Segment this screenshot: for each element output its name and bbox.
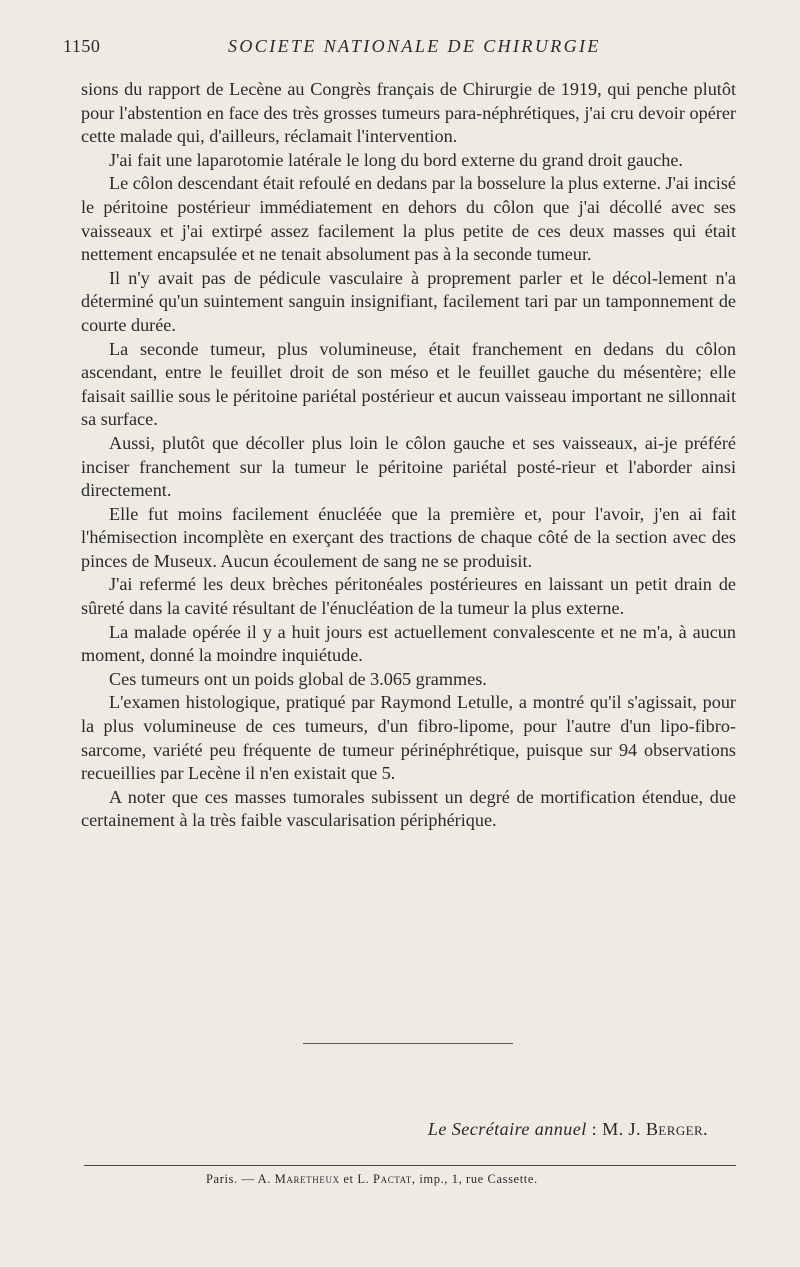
body-text (81, 78, 736, 833)
imprint-printer-1: Maretheux (274, 1172, 340, 1186)
section-separator (303, 1043, 513, 1044)
paragraph: J'ai refermé les deux brèches péritonéales postérieures en laissant un petit drain de sûreté dans la cavité résultant de l'énucléation de la tumeur la plus externe. (81, 574, 736, 619)
imprint-printer-2: Pactat (373, 1172, 412, 1186)
paragraph: sions du rapport de Lecène au Congrès français de Chirurgie de 1919, qui penche plutôt pour l'abstention en face des très grosses tumeurs para-néphrétiques, j'ai cru devoir opérer cette malade qui, d'ailleurs, réclamait l'intervention. (81, 79, 736, 147)
footer-rule (84, 1165, 736, 1166)
paragraph: J'ai fait une laparotomie latérale le long du bord externe du grand droit gauche. (109, 149, 683, 170)
signature-name: M. J. Berger. (602, 1119, 708, 1139)
paragraph: La malade opérée il y a huit jours est actuellement convalescente et ne m'a, à aucun moment, donné la moindre inquiétude. (81, 621, 736, 666)
paragraph: Elle fut moins facilement énucléée que la première et, pour l'avoir, j'en ai fait l'hémisection incomplète en exerçant des tractions de chaque côté de la section avec des pinces de Museux. Aucun écoulement de sang ne se produisit. (81, 503, 736, 571)
paragraph: L'examen histologique, pratiqué par Raymond Letulle, a montré qu'il s'agissait, pour la plus volumineuse de ces tumeurs, d'un fibro-lipome, pour l'autre d'un lipo-fibro-sarcome, variété peu fréquente de tumeur périnéphrétique, puisque sur 94 observations recueillies par Lecène il n'en existait que 5. (81, 692, 736, 784)
paragraph: Ces tumeurs ont un poids global de 3.065 grammes. (109, 668, 487, 689)
paragraph: Aussi, plutôt que décoller plus loin le côlon gauche et ses vaisseaux, ai-je préféré inciser franchement sur la tumeur le péritoine pariétal posté-rieur et l'aborder ainsi directement. (81, 432, 736, 501)
signature-separator: : (586, 1119, 603, 1139)
imprint-conj: et L. (339, 1172, 374, 1186)
imprint-address: , imp., 1, rue Cassette. (411, 1172, 538, 1186)
signature-role: Le Secrétaire annuel (427, 1119, 587, 1139)
paragraph: Le côlon descendant était refoulé en dedans par la bosselure la plus externe. J'ai incisé le péritoine postérieur immédiatement en dehors du côlon que j'ai décollé avec ses vaisseaux et j'ai extirpé assez facilement la plus petite de ces deux masses qui était nettement encapsulée et ne tenait absolument pas à la seconde tumeur. (81, 173, 736, 265)
page-number: 1150 (63, 36, 101, 56)
running-head: SOCIETE NATIONALE DE CHIRURGIE (228, 36, 601, 56)
paragraph: Il n'y avait pas de pédicule vasculaire à proprement parler et le décol-lement n'a déterminé qu'un suintement sanguin insignifiant, facilement tari par un tamponnement de courte durée. (81, 267, 736, 335)
signature (428, 1119, 708, 1140)
paragraph: La seconde tumeur, plus volumineuse, était franchement en dedans du côlon ascendant, entre le feuillet droit de son méso et le feuillet gauche du mésentère; elle faisait saillie sous le péritoine pariétal postérieur et aucun vaisseau important ne sillonnait sa surface. (81, 338, 736, 430)
page-header (63, 36, 735, 58)
paragraph: A noter que ces masses tumorales subissent un degré de mortification étendue, due certainement à la très faible vascularisation périphérique. (81, 786, 736, 831)
printer-imprint (206, 1172, 538, 1187)
imprint-city: Paris. — A. (206, 1172, 275, 1186)
